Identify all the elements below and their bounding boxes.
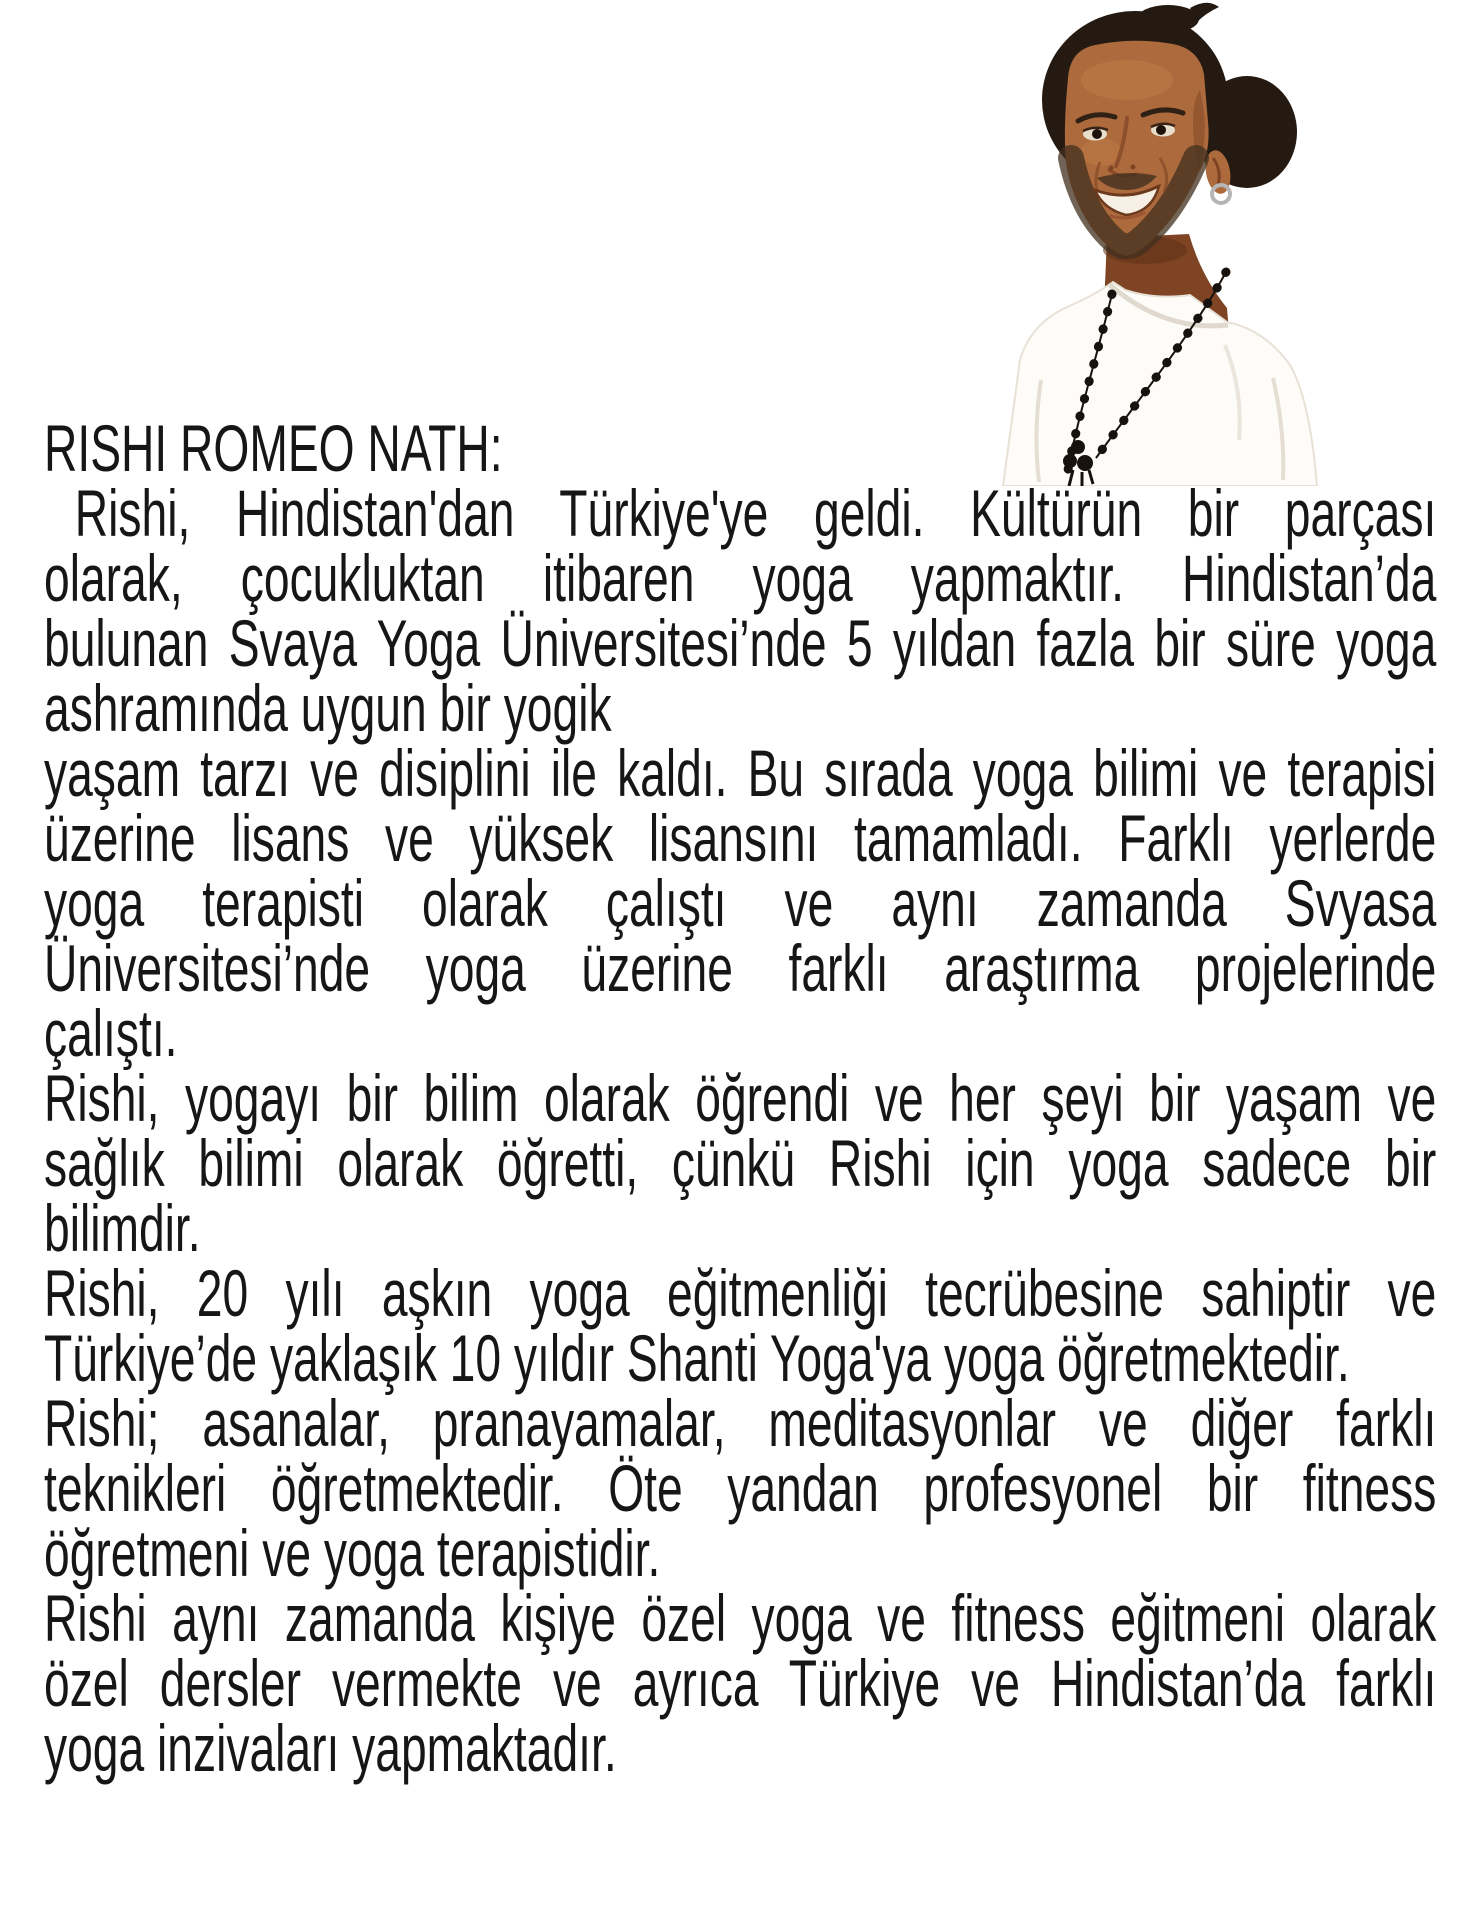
bio-line: Rishi, yogayı bir bilim olarak öğrendi ve her şeyi bir yaşam ve	[44, 1061, 1437, 1135]
bio-line: yoga terapisti olarak çalıştı ve aynı zamanda Svyasa	[44, 866, 1437, 940]
bio-line: öğretmeni ve yoga terapistidir.	[44, 1516, 661, 1590]
bio-line: bilimdir.	[44, 1191, 201, 1265]
profile-photo	[975, 0, 1345, 486]
bio-line: yaşam tarzı ve disiplini ile kaldı. Bu sırada yoga bilimi ve terapisi	[44, 736, 1437, 810]
bio-line: Rishi, Hindistan'dan Türkiye'ye geldi. Kültürün bir parçası	[74, 476, 1437, 550]
bio-line: yoga inzivaları yapmaktadır.	[44, 1711, 617, 1785]
bio-line: olarak, çocukluktan itibaren yoga yapmaktır. Hindistan’da	[44, 541, 1437, 615]
bio-line: Üniversitesi’nde yoga üzerine farklı araştırma projelerinde	[44, 931, 1437, 1005]
bio-line: Rishi; asanalar, pranayamalar, meditasyonlar ve diğer farklı	[44, 1386, 1437, 1460]
hair-bun	[1137, 5, 1199, 33]
bio-line: Rishi aynı zamanda kişiye özel yoga ve fitness eğitmeni olarak	[44, 1581, 1437, 1655]
bio-line: üzerine lisans ve yüksek lisansını tamamladı. Farklı yerlerde	[44, 801, 1437, 875]
bio-lines	[44, 476, 1437, 1785]
bio-line: sağlık bilimi olarak öğretti, çünkü Rishi için yoga sadece bir	[44, 1126, 1437, 1200]
bio-line: özel dersler vermekte ve ayrıca Türkiye ve Hindistan’da farklı	[44, 1646, 1437, 1720]
bio-text-block	[44, 411, 1437, 1785]
page-title: RISHI ROMEO NATH:	[44, 411, 503, 485]
bio-line: teknikleri öğretmektedir. Öte yandan profesyonel bir fitness	[44, 1451, 1437, 1525]
bio-line: çalıştı.	[44, 996, 178, 1070]
bio-line: Rishi, 20 yılı aşkın yoga eğitmenliği tecrübesine sahiptir ve	[44, 1256, 1437, 1330]
bio-line: Türkiye’de yaklaşık 10 yıldır Shanti Yoga'ya yoga öğretmektedir.	[44, 1321, 1350, 1395]
bio-line: bulunan Svaya Yoga Üniversitesi’nde 5 yıldan fazla bir süre yoga	[44, 606, 1437, 680]
bio-line: ashramında uygun bir yogik	[44, 671, 612, 745]
